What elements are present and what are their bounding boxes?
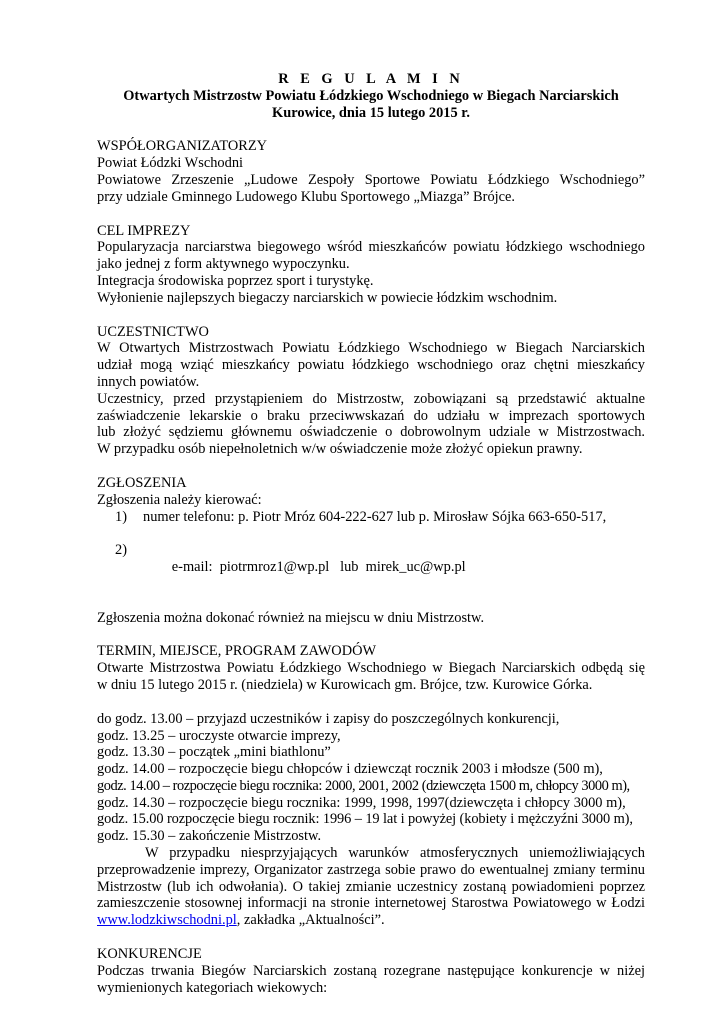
weather-line-5	[97, 912, 645, 929]
coorganizer-1: Powiat Łódzki Wschodni	[97, 155, 244, 172]
section-heading-competitions: KONKURENCJE	[97, 946, 202, 963]
registration-list	[97, 509, 645, 593]
weather-line-5-tail: , zakładka „Aktualności”.	[236, 912, 385, 929]
list-item-number: 1)	[115, 508, 127, 525]
competitions-line-2: wymienionych kategoriach wiekowych:	[97, 979, 328, 996]
coorganizer-2: Powiatowe Zrzeszenie „Ludowe Zespoły Sportowe Powiatu Łódzkiego Wschodniego”	[97, 171, 645, 188]
program-item: godz. 15.30 – zakończenie Mistrzostw.	[97, 828, 322, 845]
participation-line-2: udział mogą wziąć mieszkańcy powiatu łódzkiego wschodniego oraz chętni mieszkańcy	[97, 357, 645, 374]
list-item-number: 2)	[115, 542, 127, 559]
competitions-line-1: Podczas trwania Biegów Narciarskich zostaną rozegrane następujące konkurencje w niżej	[97, 962, 645, 979]
section-heading-coorganizers: WSPÓŁORGANIZATORZY	[97, 138, 268, 155]
section-heading-participation: UCZESTNICTWO	[97, 323, 209, 340]
goal-line-3: Integracja środowiska poprzez sport i turystykę.	[97, 272, 374, 289]
program-item: godz. 14.00 – rozpoczęcie biegu rocznika: 2000, 2001, 2002 (dziewczęta 1500 m, chłopcy 3000 m),	[97, 777, 630, 794]
program-item: godz. 14.30 – rozpoczęcie biegu rocznika: 1999, 1998, 1997(dziewczęta i chłopcy 3000 m),	[97, 794, 626, 811]
weather-line-1: W przypadku niesprzyjających warunków atmosferycznych uniemożliwiających	[145, 845, 645, 862]
participation-line-4: Uczestnicy, przed przystąpieniem do Mistrzostw, zobowiązani są przedstawić aktualne	[97, 390, 645, 407]
list-item	[97, 509, 645, 526]
section-heading-schedule: TERMIN, MIEJSCE, PROGRAM ZAWODÓW	[97, 643, 377, 660]
registration-intro: Zgłoszenia należy kierować:	[97, 491, 262, 508]
registration-phone: numer telefonu: p. Piotr Mróz 604-222-627 lub p. Mirosław Sójka 663-650-517,	[143, 508, 607, 525]
program-item: godz. 14.00 – rozpoczęcie biegu chłopców i dziewcząt rocznik 2003 i młodsze (500 m),	[97, 761, 603, 778]
participation-line-3: innych powiatów.	[97, 373, 200, 390]
schedule-line-2: w dniu 15 lutego 2015 r. (niedziela) w Kurowicach gm. Brójce, tzw. Kurowice Górka.	[97, 676, 593, 693]
weather-line-3: Mistrzostw (lub ich odwołania). O takiej zmianie uczestnicy zostaną powiadomieni poprzez	[97, 878, 645, 895]
document-body	[97, 71, 645, 996]
weather-line-2: przeprowadzenie imprezy, Organizator zastrzega sobie prawo do ewentualnej zmiany terminu	[97, 861, 645, 878]
participation-line-6: lub złożyć sędziemu głównemu oświadczenie o dobrowolnym udziale w Mistrzostwach.	[97, 424, 645, 441]
doc-title: R E G U L A M I N	[278, 71, 464, 87]
participation-line-5: zaświadczenie lekarskie o braku przeciwwskazań do udziału w imprezach sportowych	[97, 407, 645, 424]
program-item: do godz. 13.00 – przyjazd uczestników i zapisy do poszczególnych konkurencji,	[97, 710, 560, 727]
section-heading-registration: ZGŁOSZENIA	[97, 474, 187, 491]
list-item	[97, 525, 645, 592]
goal-line-1: Popularyzacja narciarstwa biegowego wśród mieszkańców powiatu łódzkiego wschodniego	[97, 239, 645, 256]
program-item: godz. 13.25 – uroczyste otwarcie imprezy,	[97, 727, 341, 744]
program-item: godz. 13.30 – początek „mini biathlonu”	[97, 744, 331, 761]
participation-line-7: W przypadku osób niepełnoletnich w/w oświadczenie może złożyć opiekun prawny.	[97, 441, 583, 458]
program-list	[97, 711, 645, 845]
weather-line-4: zamieszczenie stosownej informacji na stronie internetowej Starostwa Powiatowego w Łodzi	[97, 895, 645, 912]
doc-subtitle: Otwartych Mistrzostw Powiatu Łódzkiego Wschodniego w Biegach Narciarskich	[123, 87, 619, 104]
schedule-line-1: Otwarte Mistrzostwa Powiatu Łódzkiego Wschodniego w Biegach Narciarskich odbędą się	[97, 660, 645, 677]
section-heading-goal: CEL IMPREZY	[97, 222, 191, 239]
goal-line-2: jako jednej z form aktywnego wypoczynku.	[97, 256, 350, 273]
program-item: godz. 15.00 rozpoczęcie biegu rocznik: 1996 – 19 lat i powyżej (kobiety i mężczyźni 3000 m),	[97, 811, 633, 828]
registration-email: e-mail: piotrmroz1@wp.pl lub mirek_uc@wp.pl	[171, 558, 466, 575]
website-link[interactable]: www.lodzkiwschodni.pl	[97, 912, 237, 929]
title-block	[97, 71, 645, 121]
coorganizer-3: przy udziale Gminnego Ludowego Klubu Sportowego „Miazga” Brójce.	[97, 188, 516, 205]
goal-line-4: Wyłonienie najlepszych biegaczy narciarskich w powiecie łódzkim wschodnim.	[97, 289, 558, 306]
doc-date: Kurowice, dnia 15 lutego 2015 r.	[272, 104, 470, 121]
registration-note: Zgłoszenia można dokonać również na miejscu w dniu Mistrzostw.	[97, 609, 485, 626]
participation-line-1: W Otwartych Mistrzostwach Powiatu Łódzkiego Wschodniego w Biegach Narciarskich	[97, 340, 645, 357]
